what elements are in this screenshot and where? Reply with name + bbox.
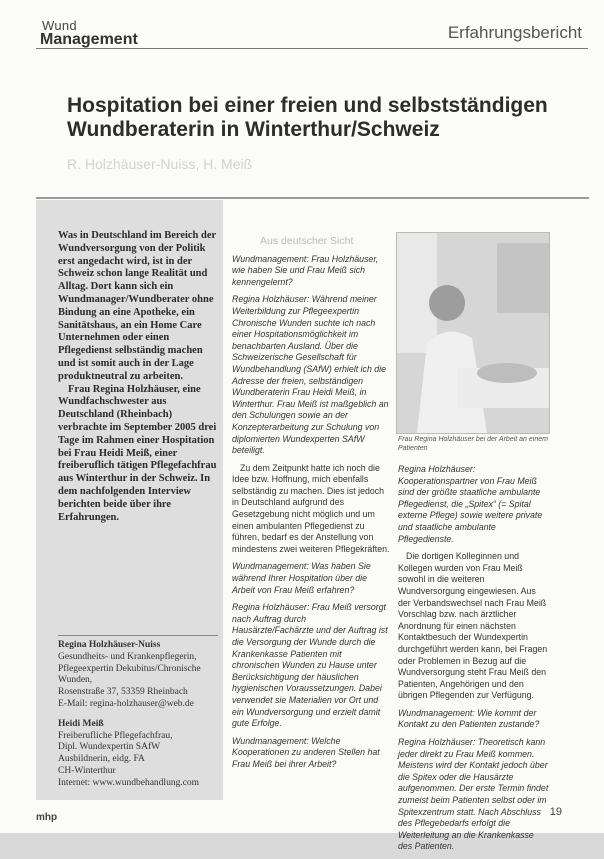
divider — [58, 635, 218, 636]
contact-entry — [58, 719, 218, 790]
divider — [36, 197, 589, 199]
article-title: Hospitation bei einer freien und selbstständigen Wundberaterin in Winterthur/Schweiz — [67, 94, 548, 141]
intro-paragraph: Frau Regina Holzhäuser, eine Wundfachschwester aus Deutschland (Rheinbach) verbrachte im September 2005 drei Tage im Rahmen einer Hospitation bei Frau Heidi Meiß, einer freiberuflich tätigen Pflegefachfrau aus Winterthur in der Schweiz. In dem nachfolgenden Interview berichten beide über ihre Erfahrungen. — [58, 383, 217, 523]
interview-answer: Regina Holzhäuser: Während meiner Weiterbildung zur Pflegeexpertin Chronische Wunden suchte ich nach einer Hospitationsmöglichkeit im benachbarten Ausland. Über die Schweizerische Gesellschaft für Wundbehandlung (SAfW) erhielt ich die Adresse der freien, selbständigen Wundberaterin Frau Heidi Meiß, in Winterthur. Frau Meiß ist maßgeblich an den Schulungen sowie an der Konzepterarbeitung zur Schulung von diplomierten Wundexperten SAfW beteiligt. — [232, 294, 389, 456]
interview-answer: Die dortigen Kolleginnen und Kollegen wurden von Frau Meiß sowohl in die weiteren Wundversorgung eingewiesen. Aus der Verbandswechsel nach Frau Meiß Vorschlag bzw. nach ärztlicher Anordnung für einen nächsten Kontaktbesuch der Wundexpertin durchgeführt werden kann, bei Fragen oder Problemen in Bezug auf die Wundversorgung steht Frau Meiß den Patienten, Angehörigen und den übrigen Pflegenden zur Verfügung. — [398, 551, 548, 701]
interview-question: Wundmanagement: Frau Holzhäuser, wie haben Sie und Frau Meiß sich kennengelernt? — [232, 253, 379, 287]
photo-illustration — [397, 233, 549, 433]
contact-line: Gesundheits- und Krankenpflegerin, — [58, 651, 197, 662]
contact-line: Pflegeexpertin Dekubitus/Chronische — [58, 663, 201, 674]
contact-line: E-Mail: regina-holzhauser@web.de — [58, 698, 194, 709]
contact-line: CH-Winterthur — [58, 765, 116, 776]
contact-block — [58, 635, 218, 798]
intro-paragraph: Was in Deutschland im Bereich der Wundversorgung von der Politik erst angedacht wird, ist in der Schweiz schon lange Realität und Alltag. Dort kann sich ein Wundmanager/Wundberater ohne Bindung an eine Apotheke, ein Sanitätshaus, an ein Home Care Unternehmen oder einen Pflegedienst selbständig machen und ist somit auch in der Lage produktneutral zu arbeiten. — [58, 230, 216, 382]
photo-caption: Frau Regina Holzhäuser bei der Arbeit an einem Patienten — [398, 436, 548, 452]
intro-text — [58, 230, 218, 524]
interview-answer: Zu dem Zeitpunkt hatte ich noch die Idee bzw. Hoffnung, mich ebenfalls selbständig zu machen. Dies ist jedoch in Deutschland aufgrund des Gesetzgebung nicht möglich und um einen ambulanten Pflegedienst zu führen, bedarf es der Anstellung von mindestens zwei weiteren Pflegekräften. — [232, 462, 390, 554]
contact-name: Regina Holzhäuser-Nuiss — [58, 640, 161, 650]
interview-question: Wundmanagement: Welche Kooperationen zu anderen Stellen hat Frau Meiß bei ihrer Arbeit? — [232, 735, 380, 769]
interview-answer: Regina Holzhäuser: Kooperationspartner von Frau Meiß sind der größte staatliche ambulante Pflegedienst, die „Spitex“ (= Spital externe Pflege) sowie weitere private und staatliche ambulante Pflegedienste. — [398, 464, 543, 544]
interview-answer: Regina Holzhäuser: Frau Meiß versorgt nach Auftrag durch Hausärzte/Fachärzte und der Auftrag ist die Versorgung der Wunde durch die Krankenkasse Patienten mit chronischen Wunden zu Hause unter Berücksichtigung der häuslichen hygienischen Voraussetzungen. Dabei verwendet sie Materialien vor Ort und ein Wundversorgung und erzielt damit gute Erfolge. — [232, 602, 388, 729]
page-header — [36, 12, 588, 49]
contact-line: Internet: www.wundbehandlung.com — [58, 777, 200, 788]
article-column-right — [398, 464, 550, 859]
contact-line: Freiberufliche Pflegefachfrau, — [58, 730, 173, 741]
interview-answer: Regina Holzhäuser: Theoretisch kann jeder direkt zu Frau Meiß kommen. Meistens wird der Kontakt jedoch über die Spitex oder die Hausärzte aufgenommen. Der erste Termin findet zumeist beim Patienten selbst oder im Spitexzentrum statt. Nach Abschluss des Pflegebedarfs erfolgt die Weiterleitung an die Krankenkasse des Patienten. — [398, 737, 549, 852]
contact-line: Dipl. Wundexpertin SAfW — [58, 742, 161, 753]
subheading: Aus deutscher Sicht — [260, 235, 354, 247]
interview-question: Wundmanagement: Was haben Sie während Ihrer Hospitation über die Arbeit von Frau Meiß erfahren? — [232, 561, 371, 595]
photo-wound-care — [396, 232, 550, 434]
logo-management: Management — [40, 31, 138, 48]
footer-logo: mhp — [36, 812, 58, 823]
article-column-middle — [232, 236, 390, 777]
contact-name: Heidi Meiß — [58, 718, 104, 729]
contact-line: Ausbildnerin, eidg. FA — [58, 754, 145, 765]
contact-line: Wunden, — [58, 675, 93, 686]
section-label: Erfahrungsbericht — [447, 23, 582, 42]
logo-wund: Wund — [42, 18, 77, 33]
contact-line: Rosenstraße 37, 53359 Rheinbach — [58, 687, 188, 698]
contact-entry — [58, 635, 218, 711]
article-authors: R. Holzhäuser-Nuiss, H. Meiß — [67, 156, 253, 172]
interview-question: Wundmanagement: Wie kommt der Kontakt zu den Patienten zustande? — [398, 707, 540, 730]
page-number: 19 — [549, 806, 562, 818]
